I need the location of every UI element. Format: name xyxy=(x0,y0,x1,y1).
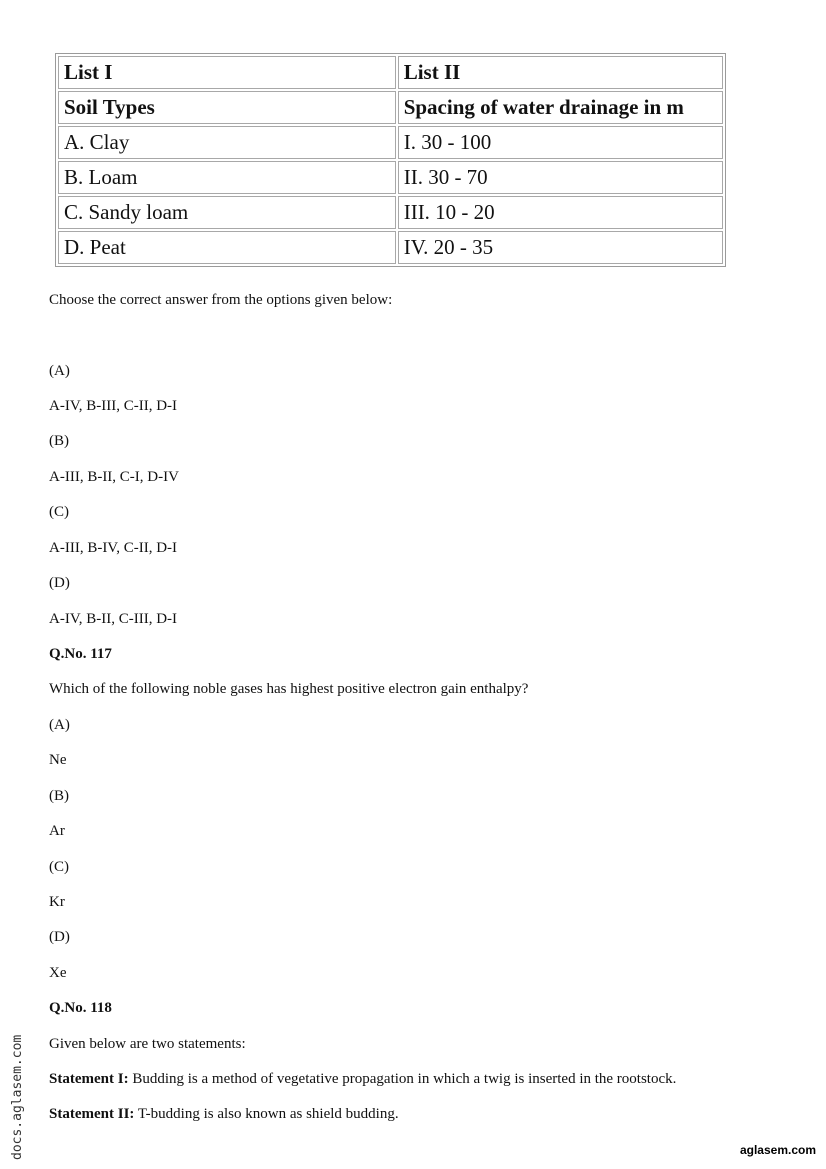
table-cell: Spacing of water drainage in m xyxy=(398,91,723,124)
option-text: Ar xyxy=(49,823,65,839)
statement-1 xyxy=(49,1070,676,1088)
table-cell: B. Loam xyxy=(58,161,396,194)
table-cell: II. 30 - 70 xyxy=(398,161,723,194)
question-intro: Given below are two statements: xyxy=(49,1036,246,1052)
option-label: (A) xyxy=(49,363,70,379)
table-row xyxy=(58,126,723,159)
footer-brand: aglasem.com xyxy=(739,1143,816,1157)
q116-instruction: Choose the correct answer from the options given below: xyxy=(49,292,393,308)
statement-1-label: Statement I: xyxy=(49,1071,129,1087)
statement-2-label: Statement II: xyxy=(49,1106,135,1122)
option-label: (C) xyxy=(49,504,69,520)
table-cell: III. 10 - 20 xyxy=(398,196,723,229)
table-cell: A. Clay xyxy=(58,126,396,159)
option-text: Xe xyxy=(49,965,67,981)
option-text: Ne xyxy=(49,752,67,768)
option-label: (B) xyxy=(49,788,69,804)
table-cell: Soil Types xyxy=(58,91,396,124)
table-cell: IV. 20 - 35 xyxy=(398,231,723,264)
statement-2 xyxy=(49,1105,399,1123)
table-header-row xyxy=(58,91,723,124)
option-label: (C) xyxy=(49,859,69,875)
table-header-row xyxy=(58,56,723,89)
side-watermark: docs.aglasem.com xyxy=(10,1034,25,1160)
table-cell: List I xyxy=(58,56,396,89)
statement-1-text: Budding is a method of vegetative propagation in which a twig is inserted in the rootstock. xyxy=(128,1071,677,1087)
option-label: (B) xyxy=(49,433,69,449)
question-number: Q.No. 117 xyxy=(49,646,112,662)
option-text: A-IV, B-III, C-II, D-I xyxy=(49,398,178,414)
option-label: (D) xyxy=(49,575,70,591)
question-text: Which of the following noble gases has highest positive electron gain enthalpy? xyxy=(49,681,529,697)
option-text: A-III, B-II, C-I, D-IV xyxy=(49,469,179,485)
table-row xyxy=(58,161,723,194)
table-row xyxy=(58,231,723,264)
option-label: (A) xyxy=(49,717,70,733)
option-text: Kr xyxy=(49,894,65,910)
option-label: (D) xyxy=(49,929,70,945)
table-cell: I. 30 - 100 xyxy=(398,126,723,159)
option-text: A-IV, B-II, C-III, D-I xyxy=(49,611,178,627)
match-table xyxy=(55,53,726,267)
table-cell: C. Sandy loam xyxy=(58,196,396,229)
option-text: A-III, B-IV, C-II, D-I xyxy=(49,540,178,556)
table-row xyxy=(58,196,723,229)
table-cell: D. Peat xyxy=(58,231,396,264)
question-number: Q.No. 118 xyxy=(49,1000,112,1016)
table-cell: List II xyxy=(398,56,723,89)
statement-2-text: T-budding is also known as shield budding. xyxy=(134,1106,399,1122)
